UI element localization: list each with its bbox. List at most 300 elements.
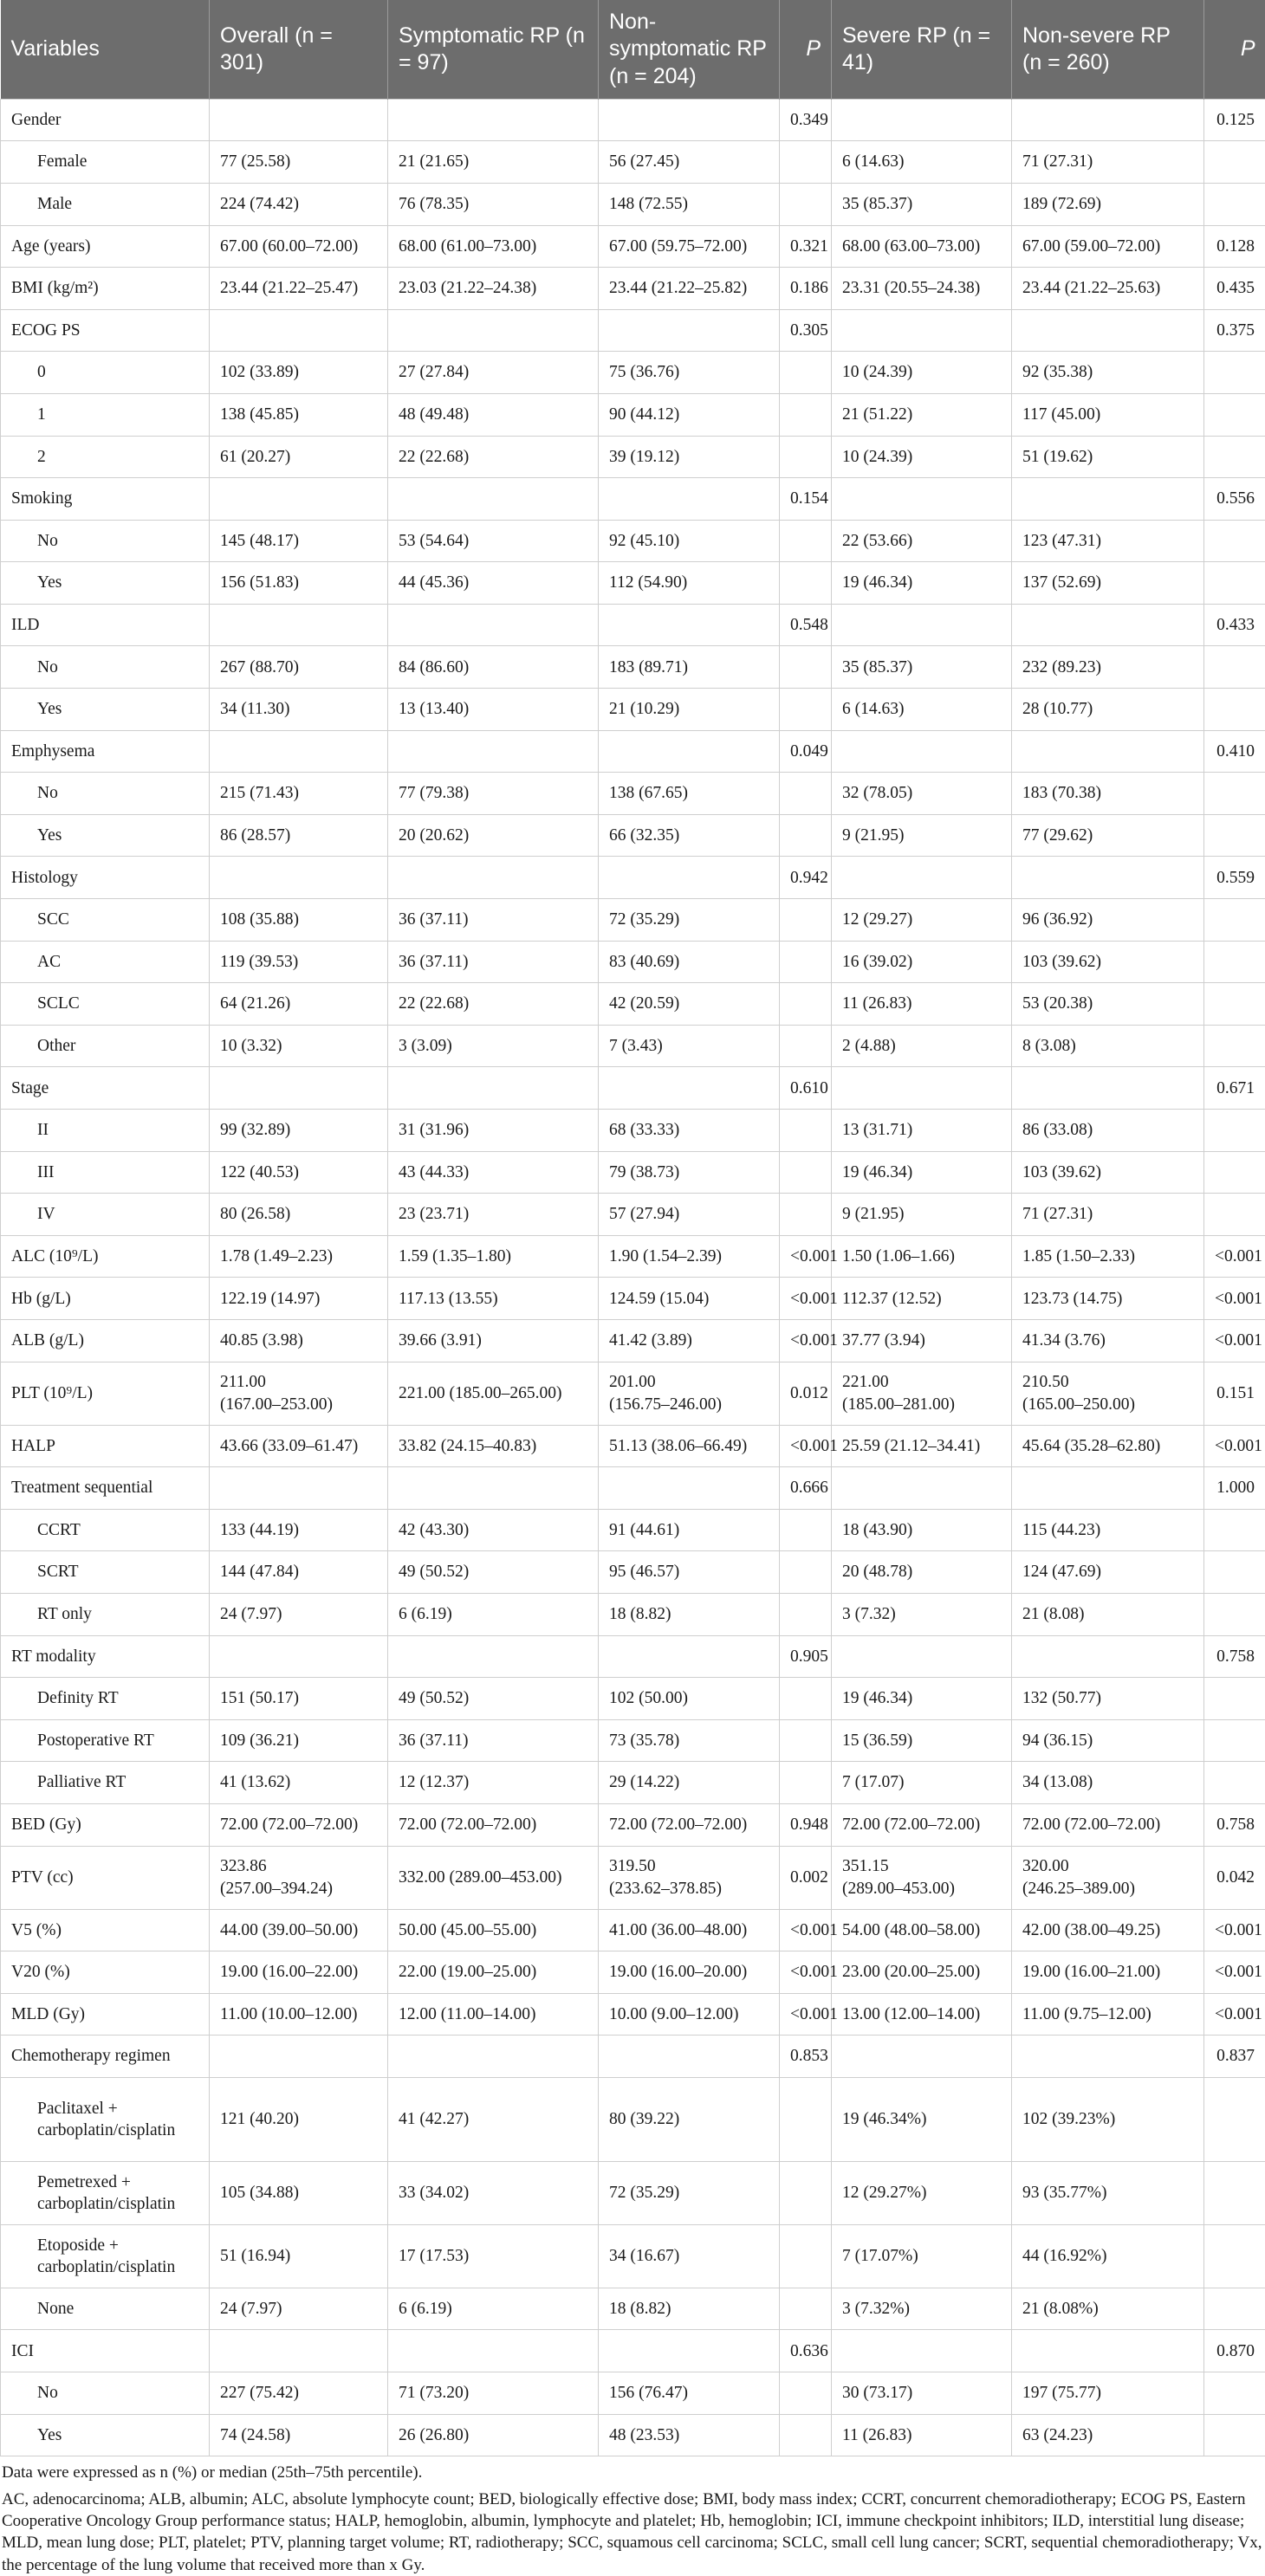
cell-non-symptomatic-rp: 23.44 (21.22–25.82) bbox=[599, 268, 780, 310]
cell-non-symptomatic-rp bbox=[599, 1067, 780, 1110]
cell-non-severe-rp: 28 (10.77) bbox=[1012, 689, 1204, 731]
table-row bbox=[1, 562, 1265, 605]
row-label: SCLC bbox=[1, 983, 210, 1026]
cell-p-symptomatic bbox=[780, 141, 832, 184]
cell-non-symptomatic-rp: 10.00 (9.00–12.00) bbox=[599, 1993, 780, 2036]
cell-p-severe: 0.556 bbox=[1204, 478, 1265, 521]
cell-p-severe: <0.001 bbox=[1204, 1319, 1265, 1362]
row-label: II bbox=[1, 1110, 210, 1152]
cell-overall: 72.00 (72.00–72.00) bbox=[210, 1803, 388, 1846]
cell-severe-rp: 10 (24.39) bbox=[832, 352, 1012, 394]
cell-p-symptomatic bbox=[780, 436, 832, 478]
cell-severe-rp bbox=[832, 730, 1012, 773]
cell-p-symptomatic bbox=[780, 183, 832, 225]
row-label: ALB (g/L) bbox=[1, 1319, 210, 1362]
cell-overall: 1.78 (1.49–2.23) bbox=[210, 1235, 388, 1278]
cell-non-symptomatic-rp: 72 (35.29) bbox=[599, 2161, 780, 2224]
cell-symptomatic-rp: 49 (50.52) bbox=[388, 1678, 599, 1720]
cell-non-severe-rp: 123.73 (14.75) bbox=[1012, 1278, 1204, 1320]
cell-non-symptomatic-rp bbox=[599, 2036, 780, 2078]
cell-p-symptomatic bbox=[780, 2372, 832, 2415]
cell-symptomatic-rp: 332.00 (289.00–453.00) bbox=[388, 1846, 599, 1909]
cell-p-severe bbox=[1204, 689, 1265, 731]
cell-severe-rp: 7 (17.07) bbox=[832, 1762, 1012, 1804]
cell-non-severe-rp bbox=[1012, 857, 1204, 899]
cell-non-severe-rp: 103 (39.62) bbox=[1012, 1151, 1204, 1194]
cell-non-severe-rp: 103 (39.62) bbox=[1012, 941, 1204, 983]
cell-severe-rp: 112.37 (12.52) bbox=[832, 1278, 1012, 1320]
cell-p-severe bbox=[1204, 352, 1265, 394]
cell-p-severe: 0.125 bbox=[1204, 99, 1265, 141]
row-label: SCRT bbox=[1, 1551, 210, 1594]
row-label: Paclitaxel + carboplatin/cisplatin bbox=[1, 2077, 210, 2161]
cell-overall: 145 (48.17) bbox=[210, 520, 388, 562]
table-body bbox=[1, 99, 1265, 2456]
cell-p-symptomatic bbox=[780, 1719, 832, 1762]
row-label: Yes bbox=[1, 814, 210, 857]
cell-symptomatic-rp bbox=[388, 99, 599, 141]
row-label: Gender bbox=[1, 99, 210, 141]
cell-overall: 34 (11.30) bbox=[210, 689, 388, 731]
cell-p-severe bbox=[1204, 1151, 1265, 1194]
footnote-data-format: Data were expressed as n (%) or median (25th–75th percentile). bbox=[2, 2462, 1263, 2483]
cell-overall: 151 (50.17) bbox=[210, 1678, 388, 1720]
cell-non-severe-rp: 115 (44.23) bbox=[1012, 1509, 1204, 1551]
row-label: BED (Gy) bbox=[1, 1803, 210, 1846]
cell-symptomatic-rp: 48 (49.48) bbox=[388, 393, 599, 436]
row-label: V5 (%) bbox=[1, 1909, 210, 1951]
cell-overall: 121 (40.20) bbox=[210, 2077, 388, 2161]
cell-p-symptomatic bbox=[780, 941, 832, 983]
cell-severe-rp: 2 (4.88) bbox=[832, 1025, 1012, 1067]
cell-symptomatic-rp: 44 (45.36) bbox=[388, 562, 599, 605]
cell-severe-rp: 35 (85.37) bbox=[832, 646, 1012, 689]
cell-symptomatic-rp bbox=[388, 478, 599, 521]
table-row bbox=[1, 1909, 1265, 1951]
table-row bbox=[1, 393, 1265, 436]
cell-non-symptomatic-rp bbox=[599, 478, 780, 521]
cell-non-severe-rp: 189 (72.69) bbox=[1012, 183, 1204, 225]
cell-overall: 227 (75.42) bbox=[210, 2372, 388, 2415]
cell-non-severe-rp: 41.34 (3.76) bbox=[1012, 1319, 1204, 1362]
cell-p-severe bbox=[1204, 941, 1265, 983]
cell-non-severe-rp: 72.00 (72.00–72.00) bbox=[1012, 1803, 1204, 1846]
cell-non-symptomatic-rp: 73 (35.78) bbox=[599, 1719, 780, 1762]
cell-p-symptomatic bbox=[780, 1194, 832, 1236]
cell-severe-rp bbox=[832, 604, 1012, 646]
cell-p-symptomatic: 0.853 bbox=[780, 2036, 832, 2078]
cell-non-symptomatic-rp bbox=[599, 99, 780, 141]
cell-p-severe bbox=[1204, 1025, 1265, 1067]
cell-non-severe-rp: 34 (13.08) bbox=[1012, 1762, 1204, 1804]
cell-non-severe-rp: 320.00 (246.25–389.00) bbox=[1012, 1846, 1204, 1909]
table-row bbox=[1, 814, 1265, 857]
cell-non-severe-rp: 67.00 (59.00–72.00) bbox=[1012, 225, 1204, 268]
cell-p-severe: 0.758 bbox=[1204, 1803, 1265, 1846]
row-label: CCRT bbox=[1, 1509, 210, 1551]
cell-p-severe bbox=[1204, 1194, 1265, 1236]
row-label: III bbox=[1, 1151, 210, 1194]
cell-symptomatic-rp: 42 (43.30) bbox=[388, 1509, 599, 1551]
cell-symptomatic-rp bbox=[388, 1467, 599, 1510]
cell-non-severe-rp: 92 (35.38) bbox=[1012, 352, 1204, 394]
table-row bbox=[1, 857, 1265, 899]
cell-non-symptomatic-rp: 72 (35.29) bbox=[599, 899, 780, 942]
cell-overall: 99 (32.89) bbox=[210, 1110, 388, 1152]
cell-overall: 119 (39.53) bbox=[210, 941, 388, 983]
cell-symptomatic-rp: 22 (22.68) bbox=[388, 436, 599, 478]
cell-p-symptomatic bbox=[780, 352, 832, 394]
row-label: IV bbox=[1, 1194, 210, 1236]
cell-severe-rp: 19 (46.34) bbox=[832, 1678, 1012, 1720]
cell-p-symptomatic bbox=[780, 646, 832, 689]
cell-severe-rp: 54.00 (48.00–58.00) bbox=[832, 1909, 1012, 1951]
cell-p-symptomatic bbox=[780, 2077, 832, 2161]
cell-overall: 105 (34.88) bbox=[210, 2161, 388, 2224]
cell-p-severe bbox=[1204, 2224, 1265, 2288]
cell-severe-rp: 11 (26.83) bbox=[832, 2414, 1012, 2456]
cell-overall: 24 (7.97) bbox=[210, 1593, 388, 1635]
cell-p-severe bbox=[1204, 1509, 1265, 1551]
table-row bbox=[1, 141, 1265, 184]
cell-non-symptomatic-rp: 183 (89.71) bbox=[599, 646, 780, 689]
cell-non-severe-rp: 117 (45.00) bbox=[1012, 393, 1204, 436]
cell-overall: 122.19 (14.97) bbox=[210, 1278, 388, 1320]
cell-non-symptomatic-rp: 102 (50.00) bbox=[599, 1678, 780, 1720]
cell-severe-rp bbox=[832, 309, 1012, 352]
cell-symptomatic-rp: 68.00 (61.00–73.00) bbox=[388, 225, 599, 268]
cell-p-severe bbox=[1204, 183, 1265, 225]
cell-severe-rp: 19 (46.34) bbox=[832, 562, 1012, 605]
cell-p-symptomatic: 0.012 bbox=[780, 1362, 832, 1425]
cell-p-symptomatic bbox=[780, 1762, 832, 1804]
cell-p-symptomatic bbox=[780, 689, 832, 731]
cell-non-severe-rp: 8 (3.08) bbox=[1012, 1025, 1204, 1067]
cell-severe-rp: 72.00 (72.00–72.00) bbox=[832, 1803, 1012, 1846]
cell-non-symptomatic-rp: 92 (45.10) bbox=[599, 520, 780, 562]
cell-severe-rp: 12 (29.27%) bbox=[832, 2161, 1012, 2224]
row-label: BMI (kg/m²) bbox=[1, 268, 210, 310]
cell-symptomatic-rp: 221.00 (185.00–265.00) bbox=[388, 1362, 599, 1425]
cell-non-severe-rp bbox=[1012, 2330, 1204, 2372]
cell-non-symptomatic-rp: 201.00 (156.75–246.00) bbox=[599, 1362, 780, 1425]
row-label: Hb (g/L) bbox=[1, 1278, 210, 1320]
cell-symptomatic-rp: 23 (23.71) bbox=[388, 1194, 599, 1236]
row-label: No bbox=[1, 773, 210, 815]
cell-non-severe-rp: 102 (39.23%) bbox=[1012, 2077, 1204, 2161]
row-label: No bbox=[1, 2372, 210, 2415]
cell-overall bbox=[210, 2330, 388, 2372]
cell-non-symptomatic-rp: 56 (27.45) bbox=[599, 141, 780, 184]
row-label: Male bbox=[1, 183, 210, 225]
row-label: Definity RT bbox=[1, 1678, 210, 1720]
cell-p-severe: 1.000 bbox=[1204, 1467, 1265, 1510]
row-label: ICI bbox=[1, 2330, 210, 2372]
cell-symptomatic-rp: 50.00 (45.00–55.00) bbox=[388, 1909, 599, 1951]
cell-non-symptomatic-rp: 51.13 (38.06–66.49) bbox=[599, 1425, 780, 1467]
cell-severe-rp: 20 (48.78) bbox=[832, 1551, 1012, 1594]
cell-p-severe: <0.001 bbox=[1204, 1951, 1265, 1994]
cell-severe-rp: 21 (51.22) bbox=[832, 393, 1012, 436]
cell-p-symptomatic: 0.905 bbox=[780, 1635, 832, 1678]
cell-non-symptomatic-rp: 21 (10.29) bbox=[599, 689, 780, 731]
cell-non-symptomatic-rp: 91 (44.61) bbox=[599, 1509, 780, 1551]
cell-overall: 80 (26.58) bbox=[210, 1194, 388, 1236]
table-row bbox=[1, 1509, 1265, 1551]
header-non-severe-rp: Non-severe RP (n = 260) bbox=[1012, 0, 1204, 99]
cell-non-symptomatic-rp: 156 (76.47) bbox=[599, 2372, 780, 2415]
row-label: Chemotherapy regimen bbox=[1, 2036, 210, 2078]
cell-overall: 102 (33.89) bbox=[210, 352, 388, 394]
cell-p-symptomatic: <0.001 bbox=[780, 1425, 832, 1467]
cell-severe-rp bbox=[832, 857, 1012, 899]
cell-p-symptomatic: 0.154 bbox=[780, 478, 832, 521]
header-symptomatic-rp: Symptomatic RP (n = 97) bbox=[388, 0, 599, 99]
cell-symptomatic-rp: 84 (86.60) bbox=[388, 646, 599, 689]
cell-severe-rp: 30 (73.17) bbox=[832, 2372, 1012, 2415]
cell-p-symptomatic bbox=[780, 1678, 832, 1720]
cell-p-symptomatic bbox=[780, 2414, 832, 2456]
row-label: Etoposide + carboplatin/cisplatin bbox=[1, 2224, 210, 2288]
table-row bbox=[1, 1719, 1265, 1762]
cell-symptomatic-rp: 71 (73.20) bbox=[388, 2372, 599, 2415]
row-label: 2 bbox=[1, 436, 210, 478]
cell-overall bbox=[210, 2036, 388, 2078]
table-row bbox=[1, 1762, 1265, 1804]
cell-overall: 215 (71.43) bbox=[210, 773, 388, 815]
cell-non-severe-rp: 232 (89.23) bbox=[1012, 646, 1204, 689]
cell-symptomatic-rp: 6 (6.19) bbox=[388, 1593, 599, 1635]
row-label: Female bbox=[1, 141, 210, 184]
cell-severe-rp: 9 (21.95) bbox=[832, 1194, 1012, 1236]
row-label: None bbox=[1, 2288, 210, 2330]
table-row bbox=[1, 352, 1265, 394]
cell-non-symptomatic-rp: 41.42 (3.89) bbox=[599, 1319, 780, 1362]
cell-non-symptomatic-rp: 79 (38.73) bbox=[599, 1151, 780, 1194]
cell-non-symptomatic-rp: 319.50 (233.62–378.85) bbox=[599, 1846, 780, 1909]
cell-symptomatic-rp: 6 (6.19) bbox=[388, 2288, 599, 2330]
cell-non-severe-rp bbox=[1012, 1467, 1204, 1510]
cell-non-symptomatic-rp bbox=[599, 1635, 780, 1678]
cell-non-severe-rp: 51 (19.62) bbox=[1012, 436, 1204, 478]
table-row bbox=[1, 436, 1265, 478]
table-row bbox=[1, 99, 1265, 141]
table-row bbox=[1, 646, 1265, 689]
cell-p-severe bbox=[1204, 562, 1265, 605]
cell-overall: 74 (24.58) bbox=[210, 2414, 388, 2456]
cell-p-symptomatic bbox=[780, 393, 832, 436]
cell-symptomatic-rp bbox=[388, 857, 599, 899]
cell-non-severe-rp: 93 (35.77%) bbox=[1012, 2161, 1204, 2224]
cell-p-symptomatic bbox=[780, 983, 832, 1026]
cell-p-severe: <0.001 bbox=[1204, 1278, 1265, 1320]
cell-p-severe bbox=[1204, 814, 1265, 857]
cell-p-symptomatic bbox=[780, 1509, 832, 1551]
cell-overall: 11.00 (10.00–12.00) bbox=[210, 1993, 388, 2036]
cell-p-severe bbox=[1204, 1678, 1265, 1720]
cell-p-severe: <0.001 bbox=[1204, 1425, 1265, 1467]
cell-overall: 67.00 (60.00–72.00) bbox=[210, 225, 388, 268]
row-label: Stage bbox=[1, 1067, 210, 1110]
cell-p-symptomatic bbox=[780, 1025, 832, 1067]
cell-non-symptomatic-rp: 66 (32.35) bbox=[599, 814, 780, 857]
cell-non-symptomatic-rp: 67.00 (59.75–72.00) bbox=[599, 225, 780, 268]
row-label: Yes bbox=[1, 2414, 210, 2456]
cell-p-severe bbox=[1204, 2372, 1265, 2415]
cell-overall: 44.00 (39.00–50.00) bbox=[210, 1909, 388, 1951]
cell-non-symptomatic-rp: 7 (3.43) bbox=[599, 1025, 780, 1067]
cell-symptomatic-rp: 3 (3.09) bbox=[388, 1025, 599, 1067]
cell-symptomatic-rp bbox=[388, 1067, 599, 1110]
cell-non-severe-rp: 71 (27.31) bbox=[1012, 141, 1204, 184]
cell-p-symptomatic: 0.548 bbox=[780, 604, 832, 646]
table-row bbox=[1, 1067, 1265, 1110]
cell-p-symptomatic: <0.001 bbox=[780, 1993, 832, 2036]
table-row bbox=[1, 1551, 1265, 1594]
cell-p-symptomatic: 0.610 bbox=[780, 1067, 832, 1110]
cell-symptomatic-rp: 53 (54.64) bbox=[388, 520, 599, 562]
cell-severe-rp bbox=[832, 1467, 1012, 1510]
table-row bbox=[1, 1194, 1265, 1236]
cell-p-severe: 0.758 bbox=[1204, 1635, 1265, 1678]
cell-symptomatic-rp: 21 (21.65) bbox=[388, 141, 599, 184]
cell-non-symptomatic-rp: 112 (54.90) bbox=[599, 562, 780, 605]
cell-p-symptomatic: <0.001 bbox=[780, 1319, 832, 1362]
table-row bbox=[1, 1846, 1265, 1909]
row-label: Palliative RT bbox=[1, 1762, 210, 1804]
cell-non-severe-rp: 23.44 (21.22–25.63) bbox=[1012, 268, 1204, 310]
cell-p-symptomatic bbox=[780, 773, 832, 815]
cell-symptomatic-rp: 76 (78.35) bbox=[388, 183, 599, 225]
table-row bbox=[1, 941, 1265, 983]
cell-p-severe: 0.671 bbox=[1204, 1067, 1265, 1110]
cell-non-severe-rp bbox=[1012, 604, 1204, 646]
cell-symptomatic-rp bbox=[388, 730, 599, 773]
cell-p-severe bbox=[1204, 1719, 1265, 1762]
table-row bbox=[1, 225, 1265, 268]
table-row bbox=[1, 604, 1265, 646]
row-label: Smoking bbox=[1, 478, 210, 521]
cell-non-severe-rp: 11.00 (9.75–12.00) bbox=[1012, 1993, 1204, 2036]
cell-non-severe-rp: 183 (70.38) bbox=[1012, 773, 1204, 815]
table-row bbox=[1, 730, 1265, 773]
row-label: Age (years) bbox=[1, 225, 210, 268]
cell-overall: 19.00 (16.00–22.00) bbox=[210, 1951, 388, 1994]
cell-p-symptomatic: 0.349 bbox=[780, 99, 832, 141]
cell-p-symptomatic: 0.002 bbox=[780, 1846, 832, 1909]
cell-non-symptomatic-rp: 72.00 (72.00–72.00) bbox=[599, 1803, 780, 1846]
row-label: RT only bbox=[1, 1593, 210, 1635]
cell-p-severe: 0.042 bbox=[1204, 1846, 1265, 1909]
cell-p-symptomatic: 0.186 bbox=[780, 268, 832, 310]
cell-non-severe-rp bbox=[1012, 478, 1204, 521]
cell-overall: 43.66 (33.09–61.47) bbox=[210, 1425, 388, 1467]
cell-p-symptomatic: 0.666 bbox=[780, 1467, 832, 1510]
cell-overall: 224 (74.42) bbox=[210, 183, 388, 225]
row-label: Postoperative RT bbox=[1, 1719, 210, 1762]
cell-overall: 323.86 (257.00–394.24) bbox=[210, 1846, 388, 1909]
cell-p-symptomatic: 0.942 bbox=[780, 857, 832, 899]
table-row bbox=[1, 2036, 1265, 2078]
cell-non-symptomatic-rp: 18 (8.82) bbox=[599, 2288, 780, 2330]
cell-non-severe-rp: 77 (29.62) bbox=[1012, 814, 1204, 857]
cell-non-severe-rp: 132 (50.77) bbox=[1012, 1678, 1204, 1720]
cell-non-symptomatic-rp: 19.00 (16.00–20.00) bbox=[599, 1951, 780, 1994]
cell-symptomatic-rp: 20 (20.62) bbox=[388, 814, 599, 857]
cell-p-symptomatic bbox=[780, 520, 832, 562]
cell-non-symptomatic-rp bbox=[599, 730, 780, 773]
cell-overall: 122 (40.53) bbox=[210, 1151, 388, 1194]
cell-severe-rp bbox=[832, 1067, 1012, 1110]
cell-overall: 41 (13.62) bbox=[210, 1762, 388, 1804]
cell-severe-rp bbox=[832, 2330, 1012, 2372]
cell-non-symptomatic-rp: 57 (27.94) bbox=[599, 1194, 780, 1236]
cell-overall bbox=[210, 99, 388, 141]
cell-symptomatic-rp: 31 (31.96) bbox=[388, 1110, 599, 1152]
footnote-abbreviations: AC, adenocarcinoma; ALB, albumin; ALC, absolute lymphocyte count; BED, biologically effective dose; BMI, body mass index; CCRT, concurrent chemoradiotherapy; ECOG PS, Eastern Cooperative Oncology Group performance status; HALP, hemoglobin, albumin, lymphocyte and platelet; Hb, hemoglobin; ICI, immune checkpoint inhibitors; ILD, interstitial lung disease; MLD, mean lung dose; PLT, platelet; PTV, planning target volume; RT, radiotherapy; SCC, squamous cell carcinoma; SCLC, small cell lung cancer; SCRT, sequential chemoradiotherapy; Vx, the percentage of the lung volume that received more than x Gy. bbox=[2, 2489, 1263, 2575]
cell-non-severe-rp: 96 (36.92) bbox=[1012, 899, 1204, 942]
cell-non-symptomatic-rp: 95 (46.57) bbox=[599, 1551, 780, 1594]
cell-non-severe-rp: 86 (33.08) bbox=[1012, 1110, 1204, 1152]
row-label: ALC (10⁹/L) bbox=[1, 1235, 210, 1278]
cell-p-severe: <0.001 bbox=[1204, 1993, 1265, 2036]
cell-p-symptomatic bbox=[780, 1593, 832, 1635]
cell-non-severe-rp: 63 (24.23) bbox=[1012, 2414, 1204, 2456]
cell-non-symptomatic-rp bbox=[599, 2330, 780, 2372]
cell-p-severe: 0.410 bbox=[1204, 730, 1265, 773]
cell-overall: 211.00 (167.00–253.00) bbox=[210, 1362, 388, 1425]
cell-non-symptomatic-rp bbox=[599, 1467, 780, 1510]
cell-severe-rp: 22 (53.66) bbox=[832, 520, 1012, 562]
row-label: PLT (10⁹/L) bbox=[1, 1362, 210, 1425]
table-footnotes bbox=[0, 2456, 1265, 2575]
cell-severe-rp: 32 (78.05) bbox=[832, 773, 1012, 815]
cell-severe-rp: 12 (29.27) bbox=[832, 899, 1012, 942]
cell-p-severe: 0.559 bbox=[1204, 857, 1265, 899]
cell-overall: 10 (3.32) bbox=[210, 1025, 388, 1067]
row-label: SCC bbox=[1, 899, 210, 942]
table-row bbox=[1, 1951, 1265, 1994]
cell-overall bbox=[210, 1635, 388, 1678]
cell-non-symptomatic-rp: 68 (33.33) bbox=[599, 1110, 780, 1152]
row-label: 0 bbox=[1, 352, 210, 394]
cell-symptomatic-rp: 13 (13.40) bbox=[388, 689, 599, 731]
cell-overall: 109 (36.21) bbox=[210, 1719, 388, 1762]
table-row bbox=[1, 1362, 1265, 1425]
cell-p-severe: <0.001 bbox=[1204, 1235, 1265, 1278]
cell-non-symptomatic-rp: 138 (67.65) bbox=[599, 773, 780, 815]
cell-severe-rp: 3 (7.32%) bbox=[832, 2288, 1012, 2330]
cell-p-symptomatic bbox=[780, 2161, 832, 2224]
row-label: Histology bbox=[1, 857, 210, 899]
table-row bbox=[1, 2330, 1265, 2372]
cell-symptomatic-rp: 23.03 (21.22–24.38) bbox=[388, 268, 599, 310]
cell-overall: 40.85 (3.98) bbox=[210, 1319, 388, 1362]
row-label: No bbox=[1, 520, 210, 562]
table-row bbox=[1, 2161, 1265, 2224]
cell-symptomatic-rp: 33 (34.02) bbox=[388, 2161, 599, 2224]
cell-non-symptomatic-rp: 83 (40.69) bbox=[599, 941, 780, 983]
cell-non-severe-rp: 19.00 (16.00–21.00) bbox=[1012, 1951, 1204, 1994]
cell-p-symptomatic bbox=[780, 899, 832, 942]
cell-p-symptomatic: 0.049 bbox=[780, 730, 832, 773]
cell-p-symptomatic bbox=[780, 1551, 832, 1594]
cell-non-severe-rp: 123 (47.31) bbox=[1012, 520, 1204, 562]
cell-overall: 133 (44.19) bbox=[210, 1509, 388, 1551]
row-label: MLD (Gy) bbox=[1, 1993, 210, 2036]
cell-non-symptomatic-rp bbox=[599, 857, 780, 899]
cell-p-symptomatic bbox=[780, 2224, 832, 2288]
